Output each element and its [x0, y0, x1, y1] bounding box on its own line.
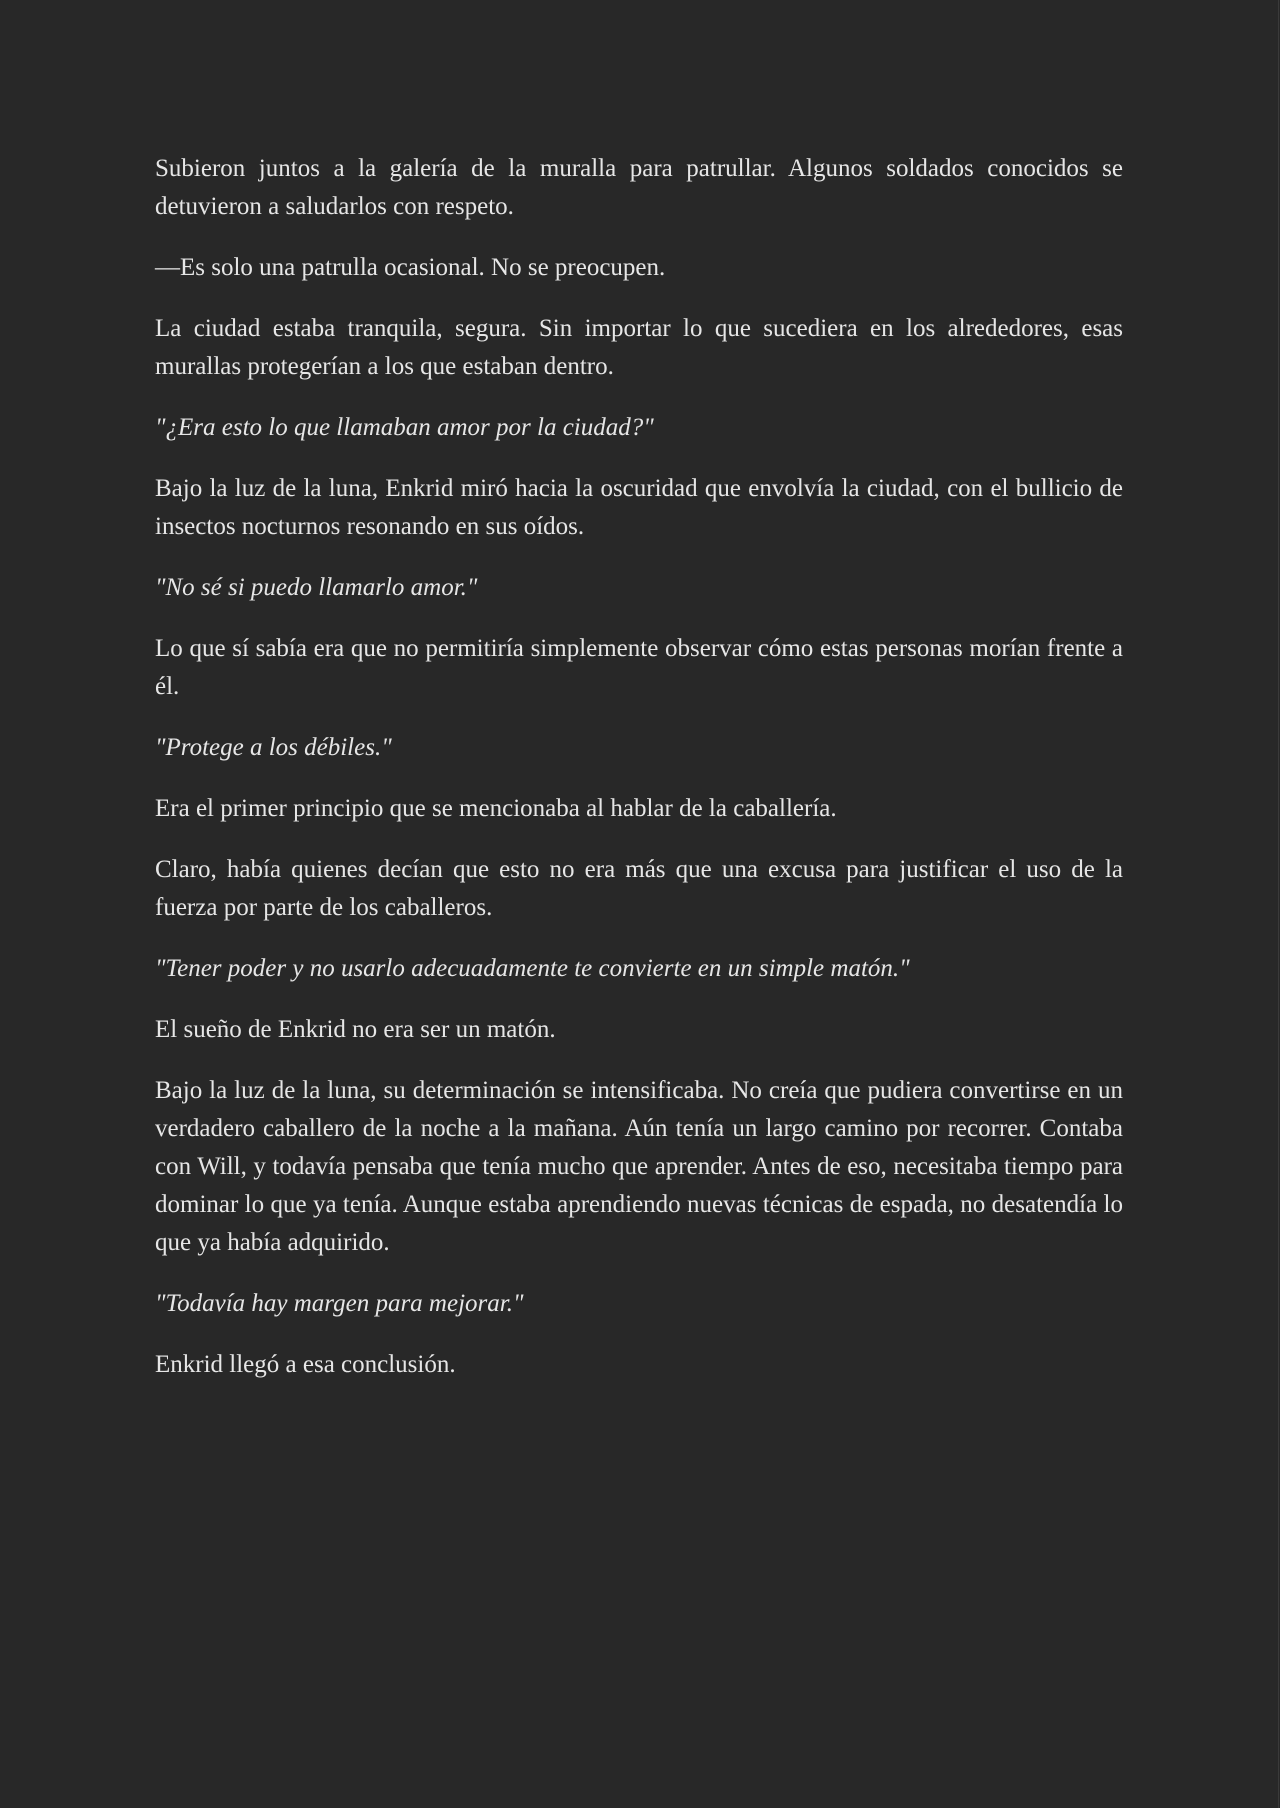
thought-paragraph: "Tener poder y no usarlo adecuadamente te convierte en un simple matón.": [155, 955, 910, 982]
thought-paragraph: "No sé si puedo llamarlo amor.": [155, 574, 478, 601]
paragraph: El sueño de Enkrid no era ser un matón.: [155, 1016, 556, 1043]
dialogue-paragraph: —Es solo una patrulla ocasional. No se preocupen.: [155, 254, 666, 281]
paragraph: La ciudad estaba tranquila, segura. Sin importar lo que sucediera en los alrededores, esas murallas protegerían a los que estaban dentro.: [155, 315, 1123, 380]
scrollbar-edge: [1278, 0, 1279, 1808]
paragraph: Lo que sí sabía era que no permitiría simplemente observar cómo estas personas morían frente a él.: [155, 635, 1123, 700]
paragraph: Bajo la luz de la luna, su determinación se intensificaba. No creía que pudiera convertirse en un verdadero caballero de la noche a la mañana. Aún tenía un largo camino por recorrer. Contaba con Will, y todavía pensaba que tenía mucho que aprender. Antes de eso, necesitaba tiempo para dominar lo que ya tenía. Aunque estaba aprendiendo nuevas técnicas de espada, no desatendía lo que ya había adquirido.: [155, 1077, 1123, 1256]
paragraph: Era el primer principio que se mencionaba al hablar de la caballería.: [155, 795, 837, 822]
paragraph: Subieron juntos a la galería de la muralla para patrullar. Algunos soldados conocidos se detuvieron a saludarlos con respeto.: [155, 155, 1123, 220]
paragraph: Claro, había quienes decían que esto no era más que una excusa para justificar el uso de la fuerza por parte de los caballeros.: [155, 856, 1123, 921]
thought-paragraph: "Todavía hay margen para mejorar.": [155, 1290, 524, 1317]
paragraph: Enkrid llegó a esa conclusión.: [155, 1351, 456, 1378]
thought-paragraph: "Protege a los débiles.": [155, 734, 392, 761]
thought-paragraph: "¿Era esto lo que llamaban amor por la ciudad?": [155, 414, 654, 441]
paragraph: Bajo la luz de la luna, Enkrid miró hacia la oscuridad que envolvía la ciudad, con el bullicio de insectos nocturnos resonando en sus oídos.: [155, 475, 1123, 540]
chapter-text: [155, 150, 1123, 1407]
